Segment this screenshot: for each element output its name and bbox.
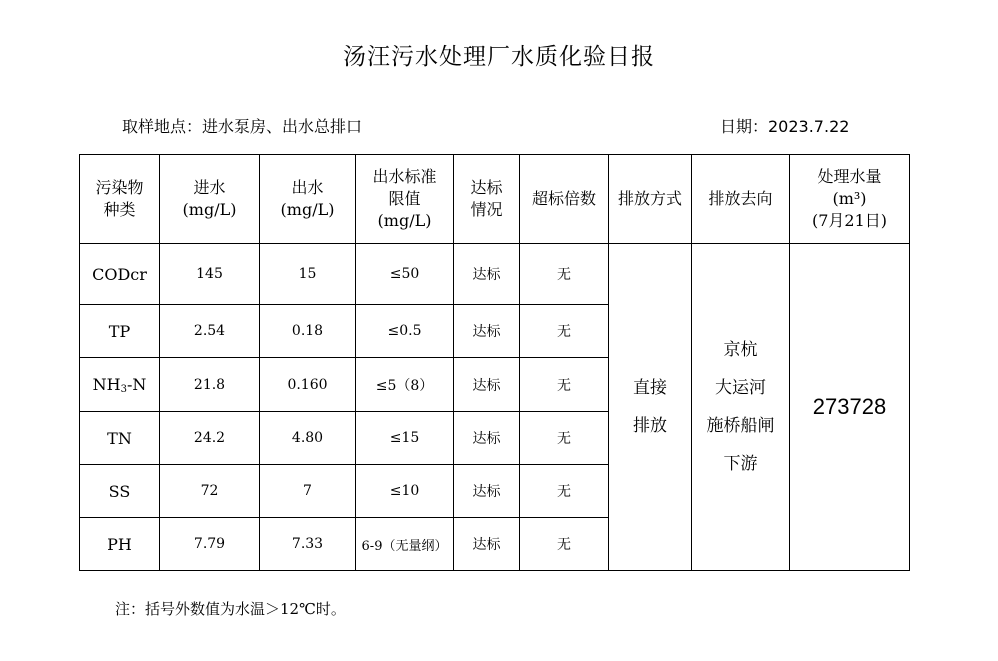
cell-outlet: 4.80 <box>260 412 356 465</box>
table-row <box>80 244 910 305</box>
cell-inlet: 7.79 <box>160 518 260 571</box>
cell-volume: 273728 <box>790 244 910 571</box>
cell-limit: ≤50 <box>356 244 454 305</box>
cell-inlet: 21.8 <box>160 358 260 412</box>
cell-limit: ≤10 <box>356 465 454 518</box>
cell-status: 达标 <box>454 465 520 518</box>
header-pollutant: 污染物 种类 <box>80 155 160 244</box>
water-quality-table <box>79 154 910 571</box>
report-title: 汤汪污水处理厂水质化验日报 <box>343 44 655 70</box>
cell-limit: 6-9（无量纲） <box>356 518 454 571</box>
report-date: 日期：2023.7.22 <box>720 117 850 136</box>
cell-limit: ≤5（8） <box>356 358 454 412</box>
cell-pollutant: $NH_3-N$ <box>80 358 160 412</box>
cell-pollutant: SS <box>80 465 160 518</box>
cell-limit: ≤15 <box>356 412 454 465</box>
cell-discharge-method: 直接 排放 <box>609 244 692 571</box>
cell-pollutant: CODcr <box>80 244 160 305</box>
cell-status: 达标 <box>454 244 520 305</box>
cell-outlet: 7 <box>260 465 356 518</box>
cell-exceed: 无 <box>520 518 609 571</box>
header-volume: 处理水量 (m³) (7月21日) <box>790 155 910 244</box>
header-outlet: 出水 (mg/L) <box>260 155 356 244</box>
table-header-row <box>80 155 910 244</box>
sampling-location: 取样地点：进水泵房、出水总排口 <box>122 117 363 136</box>
cell-status: 达标 <box>454 412 520 465</box>
cell-exceed: 无 <box>520 358 609 412</box>
cell-outlet: 15 <box>260 244 356 305</box>
cell-pollutant: TP <box>80 305 160 358</box>
cell-inlet: 145 <box>160 244 260 305</box>
cell-inlet: 72 <box>160 465 260 518</box>
header-status: 达标 情况 <box>454 155 520 244</box>
cell-outlet: 7.33 <box>260 518 356 571</box>
cell-pollutant: TN <box>80 412 160 465</box>
cell-exceed: 无 <box>520 244 609 305</box>
cell-inlet: 2.54 <box>160 305 260 358</box>
footnote: 注：括号外数值为水温＞12℃时。 <box>115 600 346 618</box>
cell-status: 达标 <box>454 518 520 571</box>
cell-destination: 京杭 大运河 施桥船闸 下游 <box>692 244 790 571</box>
cell-pollutant: PH <box>80 518 160 571</box>
cell-exceed: 无 <box>520 305 609 358</box>
cell-exceed: 无 <box>520 465 609 518</box>
header-inlet: 进水 (mg/L) <box>160 155 260 244</box>
cell-status: 达标 <box>454 358 520 412</box>
cell-status: 达标 <box>454 305 520 358</box>
cell-inlet: 24.2 <box>160 412 260 465</box>
cell-outlet: 0.18 <box>260 305 356 358</box>
header-method: 排放方式 <box>609 155 692 244</box>
cell-exceed: 无 <box>520 412 609 465</box>
header-exceed: 超标倍数 <box>520 155 609 244</box>
header-limit: 出水标准 限值 (mg/L) <box>356 155 454 244</box>
header-destination: 排放去向 <box>692 155 790 244</box>
cell-limit: ≤0.5 <box>356 305 454 358</box>
cell-outlet: 0.160 <box>260 358 356 412</box>
